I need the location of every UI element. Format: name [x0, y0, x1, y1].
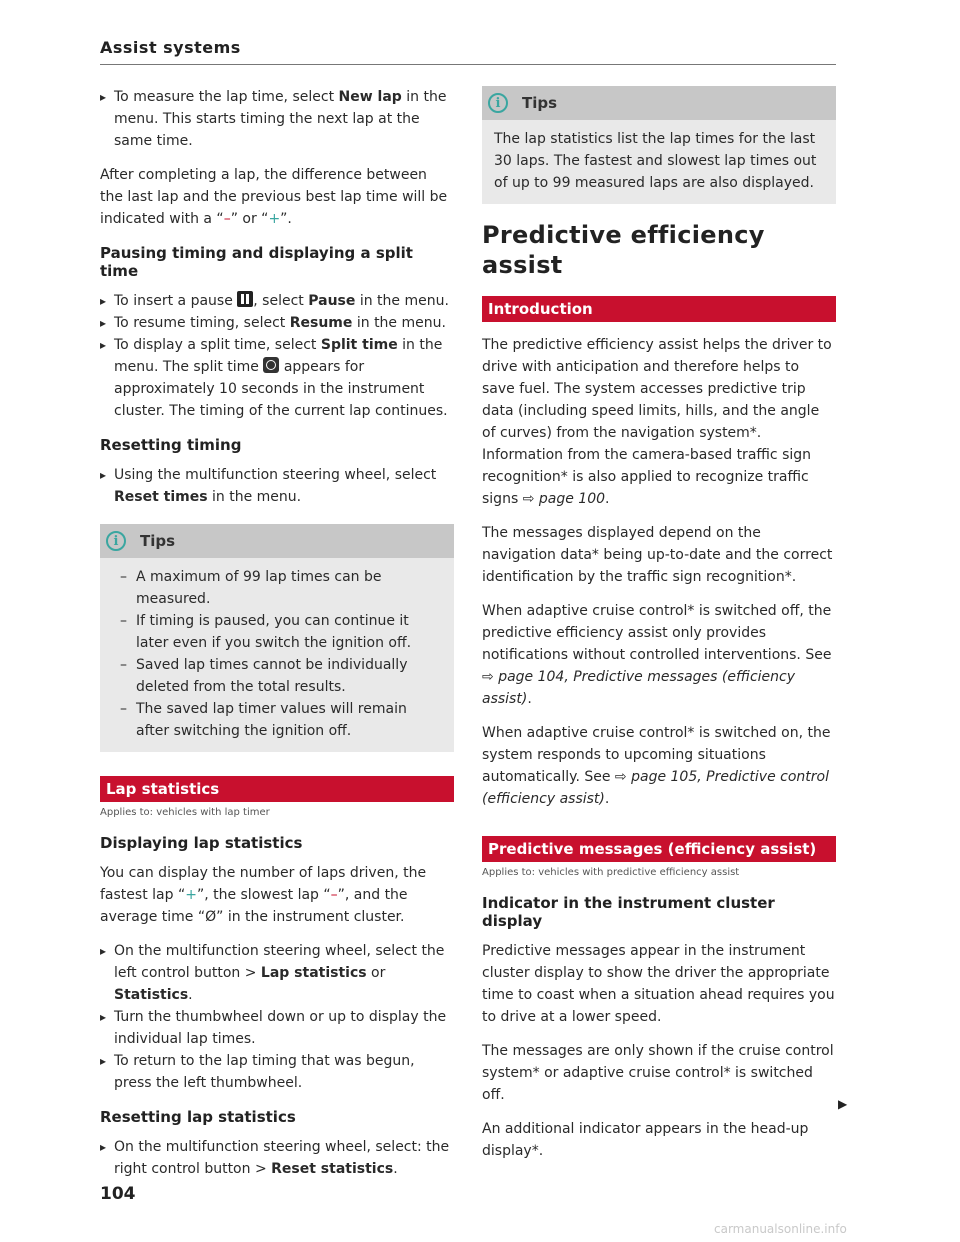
header-rule [100, 64, 836, 65]
lap-statistics-bar: Lap statistics [100, 776, 454, 802]
bullet-lap-statistics: ▸ On the multifunction steering wheel, select the left control button > Lap statistics or Statistics. [100, 940, 454, 1006]
tip-item: – The saved lap timer values will remain after switching the ignition off. [120, 701, 407, 739]
right-column [482, 86, 836, 1162]
intro-paragraph-3: When adaptive cruise control* is switched off, the predictive efficiency assist only provides notifications without controlled interventions. See ⇨ page 104, Predictive messages (efficiency assist). [482, 603, 832, 707]
page-link[interactable]: page 105, Predictive control (efficiency assist) [482, 769, 829, 807]
page-number: 104 [100, 1184, 136, 1204]
intro-paragraph-2: The messages displayed depend on the navigation data* being up-to-date and the correct identification by the traffic sign recognition*. [482, 525, 833, 585]
bullet-pause: ▸ To insert a pause , select Pause in the menu. [100, 290, 454, 312]
watermark: carmanualsonline.info [714, 1222, 847, 1236]
tips-title: Tips [140, 532, 176, 550]
pause-icon [237, 291, 253, 307]
bullet-split: ▸ To display a split time, select Split time in the menu. The split time appears for approximately 10 seconds in the instrument cluster. The timing of the current lap continues. [100, 334, 454, 422]
page-ref-arrow-icon: ⇨ [614, 769, 632, 785]
introduction-bar: Introduction [482, 296, 836, 322]
applies-to-efficiency-assist: Applies to: vehicles with predictive efficiency assist [482, 867, 740, 878]
chapter-heading: Predictive efficiency assist [482, 221, 765, 279]
triangle-right-icon: ▶ [838, 1097, 848, 1111]
page-link[interactable]: page 100 [538, 491, 606, 507]
display-stats-text: You can display the number of laps driven, the fastest lap “+”, the slowest lap “–”, and the average time “Ø” in the instrument cluster. [100, 865, 427, 925]
section-title: Assist systems [100, 38, 241, 57]
lap-difference-text: After completing a lap, the difference between the last lap and the previous best lap time will be indicated with a “–” or “+”. [100, 167, 448, 227]
page-ref-arrow-icon: ⇨ [482, 669, 499, 685]
page-link[interactable]: page 104, Predictive messages (efficiency assist) [482, 669, 796, 707]
page-header [100, 38, 836, 57]
tips-header [100, 524, 454, 558]
heading-resetting-timing: Resetting timing [100, 436, 242, 454]
indicator-paragraph-1: Predictive messages appear in the instrument cluster display to show the driver the appropriate time to coast when a situation ahead requires you to drive at a lower speed. [482, 943, 835, 1025]
info-icon: i [488, 93, 508, 113]
page-ref-arrow-icon: ⇨ [522, 491, 539, 507]
intro-paragraph-1: The predictive efficiency assist helps the driver to drive with anticipation and therefore helps to save fuel. The system accesses predictive trip data (including speed limits, hills, and the angle of curves) from the navigation system*. Information from the camera-based traffic sign recognition* is also applied to recognize traffic signs ⇨ page 100. [482, 337, 832, 507]
info-icon: i [106, 531, 126, 551]
bullet-thumbwheel: ▸ Turn the thumbwheel down or up to display the individual lap times. [100, 1006, 454, 1050]
intro-paragraph-4: When adaptive cruise control* is switched on, the system responds to upcoming situations automatically. See ⇨ page 105, Predictive control (efficiency assist). [482, 725, 831, 807]
tips-title: Tips [522, 94, 558, 112]
predictive-messages-bar: Predictive messages (efficiency assist) [482, 836, 836, 862]
bullet-new-lap: ▸ To measure the lap time, select New lap in the menu. This starts timing the next lap at the same time. [100, 86, 454, 152]
indicator-paragraph-3: An additional indicator appears in the head-up display*. [482, 1121, 809, 1159]
heading-pausing: Pausing timing and displaying a split time [100, 244, 413, 280]
tips-box-left [100, 524, 454, 752]
tips-header [482, 86, 836, 120]
heading-indicator: Indicator in the instrument cluster display [482, 894, 775, 930]
heading-displaying-lap-statistics: Displaying lap statistics [100, 834, 303, 852]
split-time-icon [263, 357, 279, 373]
bullet-reset-times: ▸ Using the multifunction steering wheel, select Reset times in the menu. [100, 464, 454, 508]
tips-box-right [482, 86, 836, 204]
tip-item: – A maximum of 99 lap times can be measured. [120, 569, 382, 607]
heading-resetting-lap-statistics: Resetting lap statistics [100, 1108, 296, 1126]
left-column [100, 86, 454, 1180]
bullet-reset-statistics: ▸ On the multifunction steering wheel, select: the right control button > Reset statistics. [100, 1136, 454, 1180]
bullet-return: ▸ To return to the lap timing that was begun, press the left thumbwheel. [100, 1050, 454, 1094]
tips-text: The lap statistics list the lap times for the last 30 laps. The fastest and slowest lap times out of up to 99 measured laps are also displayed. [494, 131, 817, 191]
bullet-resume: ▸ To resume timing, select Resume in the menu. [100, 312, 454, 334]
tip-item: – Saved lap times cannot be individually deleted from the total results. [120, 657, 408, 695]
applies-to-lap-timer: Applies to: vehicles with lap timer [100, 807, 270, 818]
tip-item: – If timing is paused, you can continue it later even if you switch the ignition off. [120, 613, 412, 651]
indicator-paragraph-2: The messages are only shown if the cruise control system* or adaptive cruise control* is switched off. [482, 1043, 834, 1103]
